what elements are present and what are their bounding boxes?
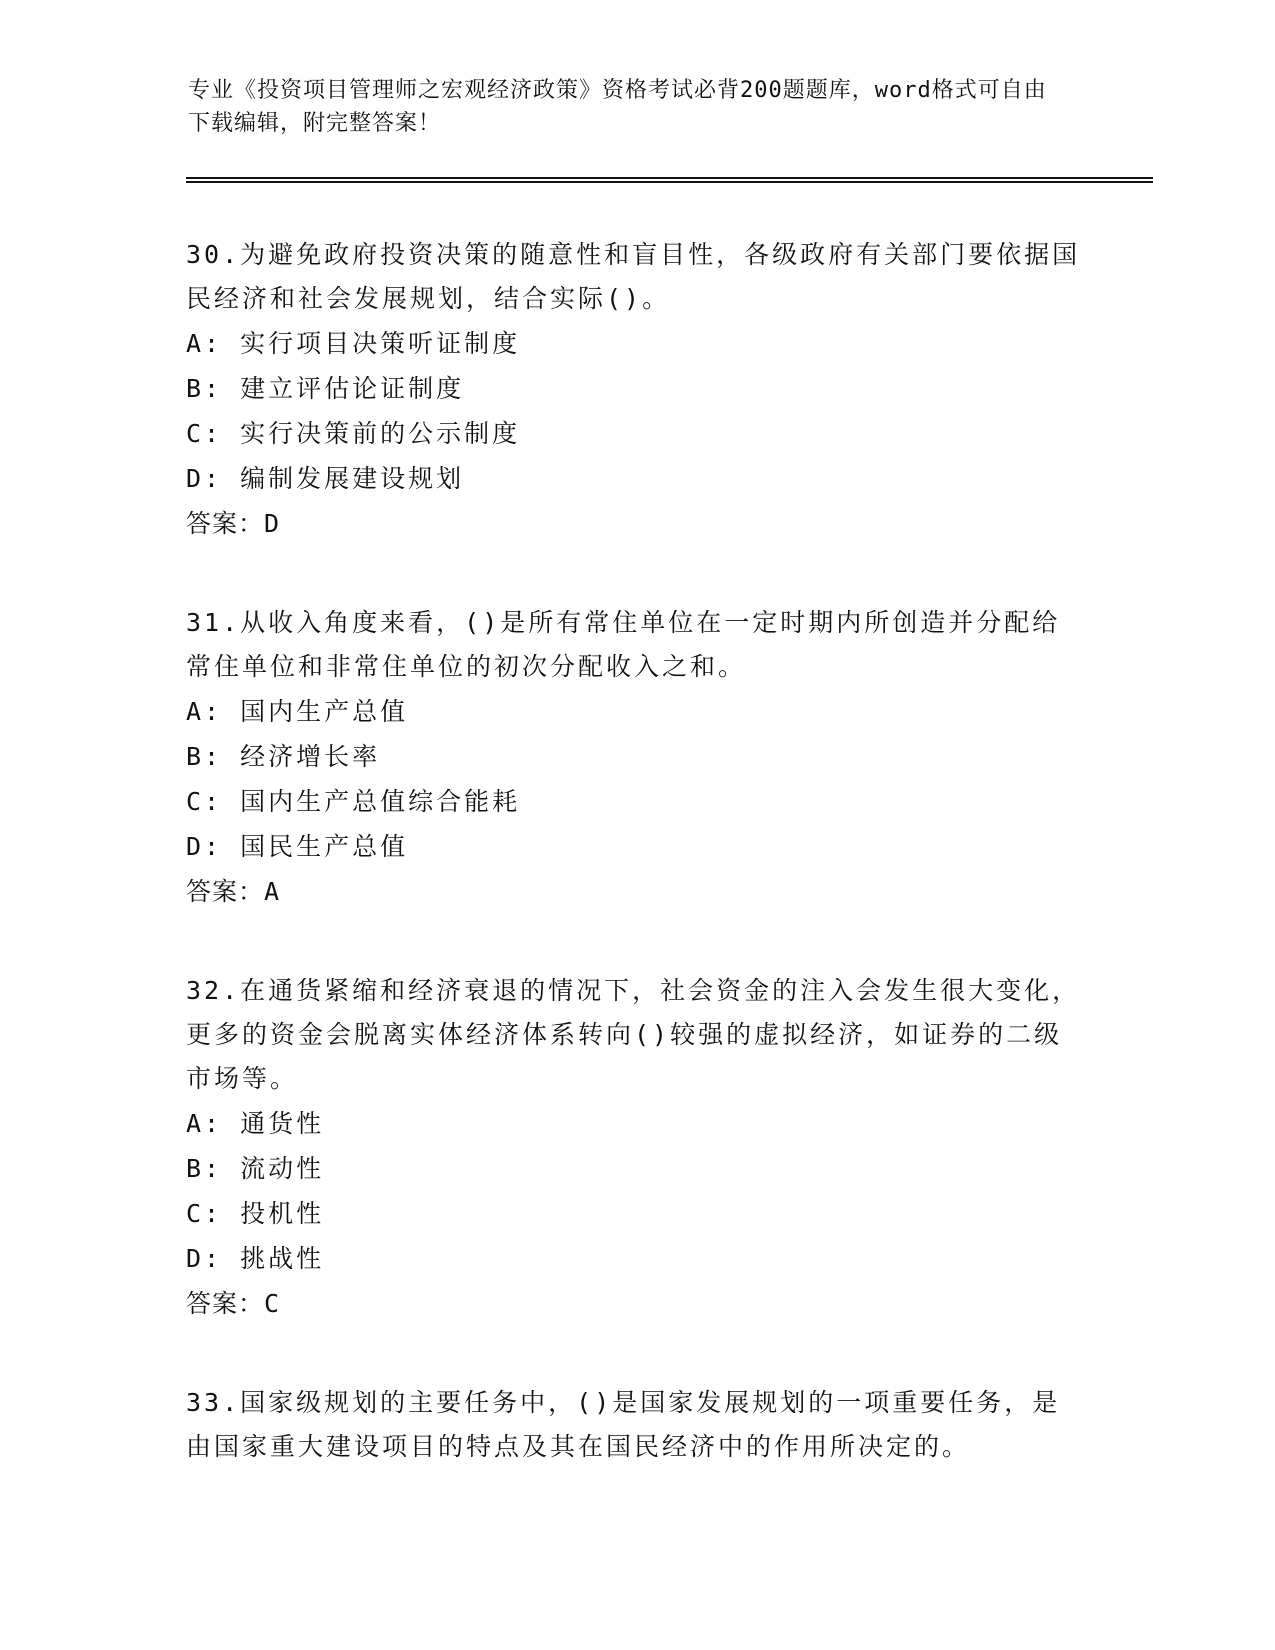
answer-label: 答案：: [186, 1289, 265, 1318]
question-list: [186, 233, 1086, 1523]
answer-line: [186, 501, 1086, 547]
option-a: A: 实行项目决策听证制度: [186, 329, 521, 358]
option-d: D: 挑战性: [186, 1244, 325, 1273]
answer-value: D: [264, 509, 281, 538]
answer-value: A: [264, 877, 281, 906]
question-32: [186, 969, 1086, 1327]
option-b: B: 流动性: [186, 1154, 325, 1183]
question-33: [186, 1381, 1086, 1469]
question-text: 32.在通货紧缩和经济衰退的情况下，社会资金的注入会发生很大变化，更多的资金会脱离实体经济体系转向()较强的虚拟经济，如证券的二级市场等。: [186, 976, 1081, 1093]
answer-value: C: [264, 1289, 281, 1318]
answer-label: 答案：: [186, 509, 265, 538]
option-c: C: 投机性: [186, 1199, 325, 1228]
option-a: A: 通货性: [186, 1109, 325, 1138]
option-b: B: 经济增长率: [186, 742, 381, 771]
option-d: D: 国民生产总值: [186, 832, 409, 861]
answer-line: [186, 869, 1086, 915]
answer-label: 答案：: [186, 877, 265, 906]
header-divider: [186, 177, 1153, 183]
option-c: C: 实行决策前的公示制度: [186, 419, 521, 448]
question-31: [186, 601, 1086, 915]
question-text: 31.从收入角度来看，()是所有常住单位在一定时期内所创造并分配给常住单位和非常住单位的初次分配收入之和。: [186, 608, 1061, 681]
question-30: [186, 233, 1086, 547]
option-b: B: 建立评估论证制度: [186, 374, 465, 403]
option-a: A: 国内生产总值: [186, 697, 409, 726]
answer-line: [186, 1281, 1086, 1327]
question-text: 30.为避免政府投资决策的随意性和盲目性，各级政府有关部门要依据国民经济和社会发展规划，结合实际()。: [186, 240, 1081, 313]
option-c: C: 国内生产总值综合能耗: [186, 787, 521, 816]
document-header: 专业《投资项目管理师之宏观经济政策》资格考试必背200题题库，word格式可自由下载编辑，附完整答案！: [188, 78, 1047, 136]
question-text: 33.国家级规划的主要任务中，()是国家发展规划的一项重要任务，是由国家重大建设项目的特点及其在国民经济中的作用所决定的。: [186, 1388, 1061, 1461]
option-d: D: 编制发展建设规划: [186, 464, 465, 493]
